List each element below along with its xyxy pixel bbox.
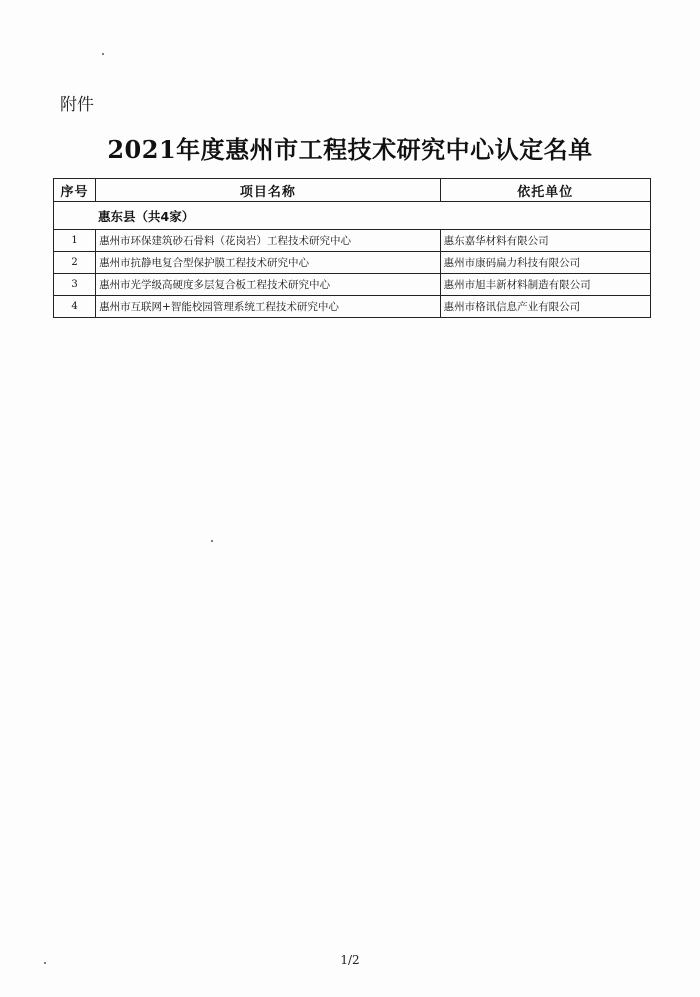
row-project-name: 惠州市互联网+智能校园管理系统工程技术研究中心 <box>96 296 441 318</box>
group-row <box>54 202 651 230</box>
table-row <box>54 230 651 252</box>
table-header-row <box>54 179 651 202</box>
row-no: 2 <box>54 252 96 274</box>
attachment-label: 附件 <box>60 95 94 115</box>
table-row <box>54 296 651 318</box>
row-project-name: 惠州市环保建筑砂石骨料（花岗岩）工程技术研究中心 <box>96 230 441 252</box>
row-no: 4 <box>54 296 96 318</box>
row-project-name: 惠州市抗静电复合型保护膜工程技术研究中心 <box>96 252 441 274</box>
row-no: 3 <box>54 274 96 296</box>
header-no: 序号 <box>54 179 96 202</box>
row-no: 1 <box>54 230 96 252</box>
table-row <box>54 274 651 296</box>
scan-speck <box>211 540 213 542</box>
row-supporting-unit: 惠东嘉华材料有限公司 <box>440 230 650 252</box>
document-title: 2021年度惠州市工程技术研究中心认定名单 <box>107 135 593 164</box>
scan-speck <box>102 53 104 55</box>
table-row <box>54 252 651 274</box>
header-supporting-unit: 依托单位 <box>440 179 650 202</box>
center-list-table <box>53 178 651 318</box>
row-supporting-unit: 惠州市旭丰新材料制造有限公司 <box>440 274 650 296</box>
page-number: 1/2 <box>340 953 360 967</box>
row-project-name: 惠州市光学级高硬度多层复合板工程技术研究中心 <box>96 274 441 296</box>
row-supporting-unit: 惠州市格讯信息产业有限公司 <box>440 296 650 318</box>
row-supporting-unit: 惠州市康码扁力科技有限公司 <box>440 252 650 274</box>
header-project-name: 项目名称 <box>96 179 441 202</box>
group-label: 惠东县（共4家） <box>54 202 651 230</box>
